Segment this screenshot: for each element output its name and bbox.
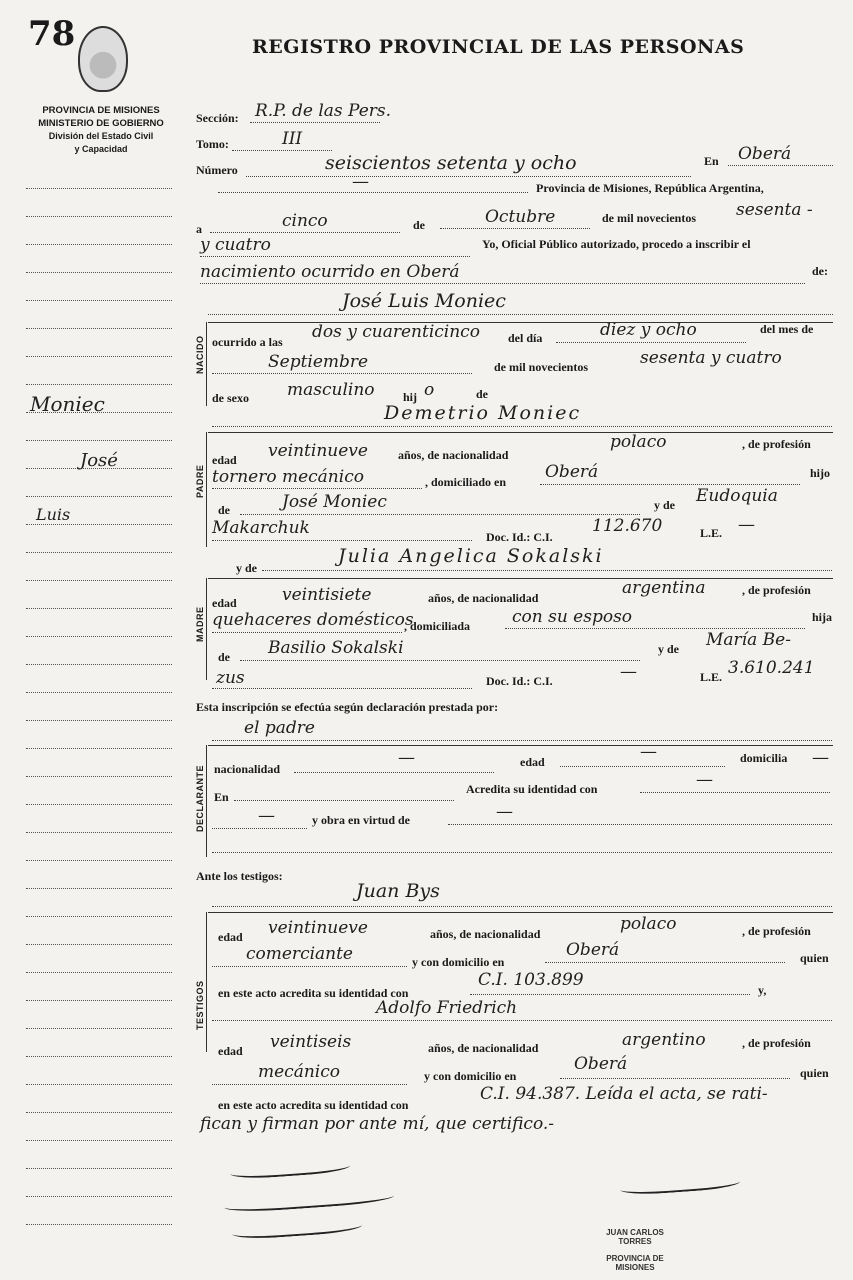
- label-t2-edad: edad: [218, 1044, 243, 1058]
- value-acredita: —: [696, 770, 713, 790]
- label-hija: hija: [812, 610, 833, 624]
- label-padre-anos: años, de nacionalidad: [398, 448, 509, 462]
- line-nombre: [208, 314, 833, 315]
- margin-line: [26, 244, 172, 245]
- padre-label: PADRE: [195, 464, 205, 498]
- label-de-mil: de mil novecientos: [494, 360, 588, 374]
- line-en: [728, 165, 833, 166]
- label-sexo: de sexo: [212, 391, 249, 405]
- section-rule-5: [208, 912, 833, 913]
- value-seccion: R.P. de las Pers.: [255, 101, 392, 121]
- label-acredita: Acredita su identidad con: [466, 782, 598, 796]
- coat-of-arms-icon: [78, 26, 128, 92]
- label-t2-anos: años, de nacionalidad: [428, 1041, 539, 1055]
- label-t1-prof: , de profesión: [742, 924, 811, 938]
- value-sexo: masculino: [287, 380, 375, 400]
- line-padre-nombre: [212, 426, 832, 427]
- value-nombre: José Luis Moniec: [342, 290, 506, 312]
- value-decl-nac: —: [398, 748, 415, 768]
- margin-surname: Moniec: [30, 392, 105, 416]
- margin-line: [26, 1056, 172, 1057]
- margin-line: [26, 1196, 172, 1197]
- value-decl-dom: —: [812, 748, 829, 768]
- signature-official: [620, 1172, 741, 1196]
- label-del-dia: del día: [508, 331, 543, 345]
- margin-line: [26, 1168, 172, 1169]
- label-tomo: Tomo:: [196, 137, 229, 151]
- value-hecho: nacimiento ocurrido en Oberá: [200, 262, 460, 282]
- line-abuelo-mat: [240, 660, 640, 661]
- label-mil-novecientos: de mil novecientos: [602, 211, 696, 225]
- label-ante-testigos: Ante los testigos:: [196, 869, 283, 883]
- testigos-label: TESTIGOS: [195, 980, 205, 1030]
- label-y-de-2: y de: [236, 561, 257, 575]
- line-abuela-pat2: [212, 540, 472, 541]
- line-seccion: [250, 122, 380, 123]
- issuer-line3: División del Estado Civil: [48, 131, 154, 141]
- line-abuelo-pat: [240, 514, 640, 515]
- line-mes-nac: [212, 373, 472, 374]
- label-padre-doc: Doc. Id.: C.I.: [486, 530, 553, 544]
- value-obra: —: [496, 802, 513, 822]
- line-prov: [218, 192, 528, 193]
- value-padre-dom: Oberá: [545, 462, 599, 482]
- line-abuela-mat2: [212, 688, 472, 689]
- margin-line: [26, 496, 172, 497]
- line-madre-dom: [505, 628, 805, 629]
- margin-line: [26, 384, 172, 385]
- issuer-line4: y Capacidad: [74, 144, 128, 154]
- margin-line: [26, 328, 172, 329]
- line-dia: [210, 232, 400, 233]
- document-title: REGISTRO PROVINCIAL DE LAS PERSONAS: [252, 36, 745, 58]
- value-abuela-mat2: zus: [216, 668, 245, 688]
- value-testigo2: Adolfo Friedrich: [376, 998, 518, 1018]
- line-t1-dom: [545, 962, 785, 963]
- value-anio-nac: sesenta y cuatro: [640, 348, 782, 368]
- label-de-colon: de:: [812, 264, 828, 278]
- signature-3: [232, 1215, 363, 1240]
- label-provincia: Provincia de Misiones, República Argentina,: [536, 181, 764, 195]
- margin-line: [26, 216, 172, 217]
- section-rule-2: [208, 432, 833, 433]
- label-decl-en: En: [214, 790, 229, 804]
- margin-line: [26, 916, 172, 917]
- section-rule-1: [208, 322, 833, 323]
- label-decl-nacionalidad: nacionalidad: [214, 762, 281, 776]
- label-t1-anos: años, de nacionalidad: [430, 927, 541, 941]
- line-numero: [246, 176, 691, 177]
- value-madre-ci: —: [620, 662, 637, 682]
- label-esta-inscripcion: Esta inscripción se efectúa según declaración prestada por:: [196, 700, 499, 714]
- margin-line: [26, 888, 172, 889]
- line-t1-prof: [212, 966, 407, 967]
- value-abuelo-mat: Basilio Sokalski: [268, 638, 404, 658]
- value-numero: seiscientos setenta y ocho: [325, 152, 577, 174]
- line-mes: [440, 228, 590, 229]
- margin-line: [26, 552, 172, 553]
- margin-line: [26, 272, 172, 273]
- line-decl-edad: [560, 766, 725, 767]
- label-del-mes: del mes de: [760, 322, 814, 336]
- line-testigo2: [212, 1020, 832, 1021]
- value-padre-nac: polaco: [610, 432, 667, 452]
- label-en: En: [704, 154, 719, 168]
- margin-name2: Luis: [36, 505, 71, 524]
- official-stamp: [600, 1228, 670, 1272]
- value-madre-nac: argentina: [622, 578, 706, 598]
- margin-line: [26, 804, 172, 805]
- margin-line: [26, 692, 172, 693]
- label-domiciliada: , domiciliada: [404, 619, 471, 633]
- line-decl-extra: [212, 852, 832, 853]
- margin-name1: José: [80, 450, 118, 471]
- value-madre-edad: veintisiete: [282, 585, 372, 605]
- label-padre-edad: edad: [212, 453, 237, 467]
- margin-line: [26, 524, 172, 525]
- line-padre-dom: [540, 484, 800, 485]
- label-y-de-3: y de: [658, 642, 679, 656]
- margin-line: [26, 776, 172, 777]
- value-t2-doc: C.I. 94.387. Leída el acta, se rati-: [480, 1084, 768, 1104]
- label-de-4: de: [218, 650, 230, 664]
- value-padre-nombre: Demetrio Moniec: [384, 402, 582, 424]
- margin-line: [26, 748, 172, 749]
- label-de-1: de: [413, 218, 425, 232]
- margin-line: [26, 832, 172, 833]
- testigos-bar: [206, 912, 207, 1052]
- margin-line: [26, 1112, 172, 1113]
- value-t2-prof: mecánico: [258, 1062, 340, 1082]
- margin-line: [26, 1224, 172, 1225]
- value-padre-le: —: [738, 515, 755, 535]
- declarante-label: DECLARANTE: [195, 765, 205, 832]
- label-t1-y: y,: [758, 983, 767, 997]
- label-hij: hij: [403, 390, 418, 404]
- line-dia-nac: [556, 342, 746, 343]
- value-anio2: y cuatro: [200, 235, 271, 255]
- value-padre-prof: tornero mecánico: [212, 467, 364, 487]
- value-madre-le: 3.610.241: [728, 658, 815, 678]
- label-decl-domicilia: domicilia: [740, 751, 788, 765]
- value-t2-dom: Oberá: [574, 1054, 628, 1074]
- label-domiciliado: , domiciliado en: [425, 475, 507, 489]
- value-testigo1: Juan Bys: [356, 880, 440, 902]
- value-decl-en: —: [258, 806, 275, 826]
- line-tomo: [232, 150, 332, 151]
- label-seccion: Sección:: [196, 111, 239, 125]
- margin-line: [26, 1000, 172, 1001]
- margin-line: [26, 188, 172, 189]
- line-madre-nombre: [262, 570, 832, 571]
- value-dash-1: —: [352, 172, 369, 192]
- line-t2-prof: [212, 1084, 407, 1085]
- margin-line: [26, 944, 172, 945]
- label-madre-anos: años, de nacionalidad: [428, 591, 539, 605]
- label-padre-prof: , de profesión: [742, 437, 811, 451]
- value-madre-nombre: Julia Angelica Sokalski: [338, 545, 604, 567]
- label-t1-edad: edad: [218, 930, 243, 944]
- padre-bar: [206, 432, 207, 547]
- label-y-de-1: y de: [654, 498, 675, 512]
- section-rule-3: [208, 578, 833, 579]
- value-t1-dom: Oberá: [566, 940, 620, 960]
- value-mes: Octubre: [485, 207, 556, 227]
- madre-bar: [206, 578, 207, 680]
- line-decl-en: [234, 800, 454, 801]
- label-de-3: de: [218, 503, 230, 517]
- value-t1-edad: veintinueve: [268, 918, 368, 938]
- margin-line: [26, 860, 172, 861]
- nacido-bar: [206, 322, 207, 406]
- line-obra: [448, 824, 832, 825]
- value-anio1: sesenta -: [736, 200, 813, 220]
- margin-line: [26, 608, 172, 609]
- value-hij: o: [424, 380, 435, 400]
- value-en: Oberá: [738, 144, 792, 164]
- value-tomo: III: [282, 129, 303, 149]
- label-t2-prof: , de profesión: [742, 1036, 811, 1050]
- value-mes-nac: Septiembre: [268, 352, 369, 372]
- stamp-line2: PROVINCIA DE MISIONES: [606, 1254, 664, 1272]
- value-hora: dos y cuarenticinco: [312, 322, 480, 342]
- stamp-line1: JUAN CARLOS TORRES: [606, 1228, 664, 1246]
- value-abuelo-pat: José Moniec: [282, 492, 387, 512]
- value-abuela-pat1: Eudoquia: [696, 486, 778, 506]
- margin-line: [26, 972, 172, 973]
- value-dia-nac: diez y ocho: [600, 320, 697, 340]
- label-t1-acredita: en este acto acredita su identidad con: [218, 986, 409, 1000]
- line-madre-prof: [212, 632, 402, 633]
- value-abuela-mat1: María Be-: [706, 630, 791, 650]
- margin-line: [26, 636, 172, 637]
- value-t2-edad: veintiseis: [270, 1032, 352, 1052]
- value-t1-nac: polaco: [620, 914, 677, 934]
- line-acredita: [640, 792, 830, 793]
- value-decl-edad: —: [640, 742, 657, 762]
- margin-line: [26, 664, 172, 665]
- label-t2-acredita: en este acto acredita su identidad con: [218, 1098, 409, 1112]
- line-obra-pre: [212, 828, 307, 829]
- value-padre-edad: veintinueve: [268, 441, 368, 461]
- margin-line: [26, 580, 172, 581]
- line-declarante: [212, 740, 832, 741]
- value-t1-doc: C.I. 103.899: [478, 970, 584, 990]
- signature-1: [230, 1156, 351, 1180]
- value-declarante: el padre: [244, 718, 315, 738]
- margin-line: [26, 300, 172, 301]
- declarante-bar: [206, 745, 207, 857]
- label-ocurrido: ocurrido a las: [212, 335, 283, 349]
- value-padre-ci: 112.670: [592, 516, 663, 536]
- margin-line: [26, 1140, 172, 1141]
- signature-2: [224, 1186, 395, 1214]
- value-madre-prof: quehaceres domésticos: [212, 610, 414, 630]
- margin-line: [26, 356, 172, 357]
- label-yo-oficial: Yo, Oficial Público autorizado, procedo a inscribir el: [482, 237, 751, 251]
- line-t2-dom: [560, 1078, 790, 1079]
- line-testigo1: [212, 906, 832, 907]
- margin-line: [26, 1028, 172, 1029]
- issuer-block: [26, 104, 176, 156]
- label-numero: Número: [196, 163, 238, 177]
- line-hecho: [200, 283, 805, 284]
- label-decl-edad: edad: [520, 755, 545, 769]
- madre-label: MADRE: [195, 606, 205, 642]
- value-t2-nac: argentino: [622, 1030, 706, 1050]
- issuer-line1: PROVINCIA DE MISIONES: [42, 105, 160, 116]
- margin-line: [26, 1084, 172, 1085]
- label-de-2: de: [476, 387, 488, 401]
- line-padre-prof: [212, 488, 422, 489]
- label-madre-le: L.E.: [700, 670, 723, 684]
- value-madre-dom: con su esposo: [512, 607, 633, 627]
- label-obra: y obra en virtud de: [312, 813, 411, 827]
- value-dia: cinco: [282, 211, 328, 231]
- margin-line: [26, 720, 172, 721]
- nacido-label: NACIDO: [195, 335, 205, 374]
- page-number: 78: [28, 14, 76, 54]
- label-madre-edad: edad: [212, 596, 237, 610]
- label-madre-prof: , de profesión: [742, 583, 811, 597]
- label-t1-con-dom: y con domicilio en: [412, 955, 505, 969]
- line-t1-doc: [470, 994, 750, 995]
- label-t2-quien: quien: [800, 1066, 829, 1080]
- margin-line: [26, 440, 172, 441]
- label-a: a: [196, 222, 202, 236]
- label-t1-quien: quien: [800, 951, 829, 965]
- issuer-line2: MINISTERIO DE GOBIERNO: [38, 118, 164, 129]
- line-anio2: [200, 256, 470, 257]
- value-cierre: fican y firman por ante mí, que certifico.-: [200, 1114, 555, 1134]
- label-hijo: hijo: [810, 466, 831, 480]
- label-t2-con-dom: y con domicilio en: [424, 1069, 517, 1083]
- label-padre-le: L.E.: [700, 526, 723, 540]
- label-madre-doc: Doc. Id.: C.I.: [486, 674, 553, 688]
- line-decl-nac: [294, 772, 494, 773]
- value-abuela-pat2: Makarchuk: [212, 518, 310, 538]
- section-rule-4: [208, 745, 833, 746]
- value-t1-prof: comerciante: [246, 944, 353, 964]
